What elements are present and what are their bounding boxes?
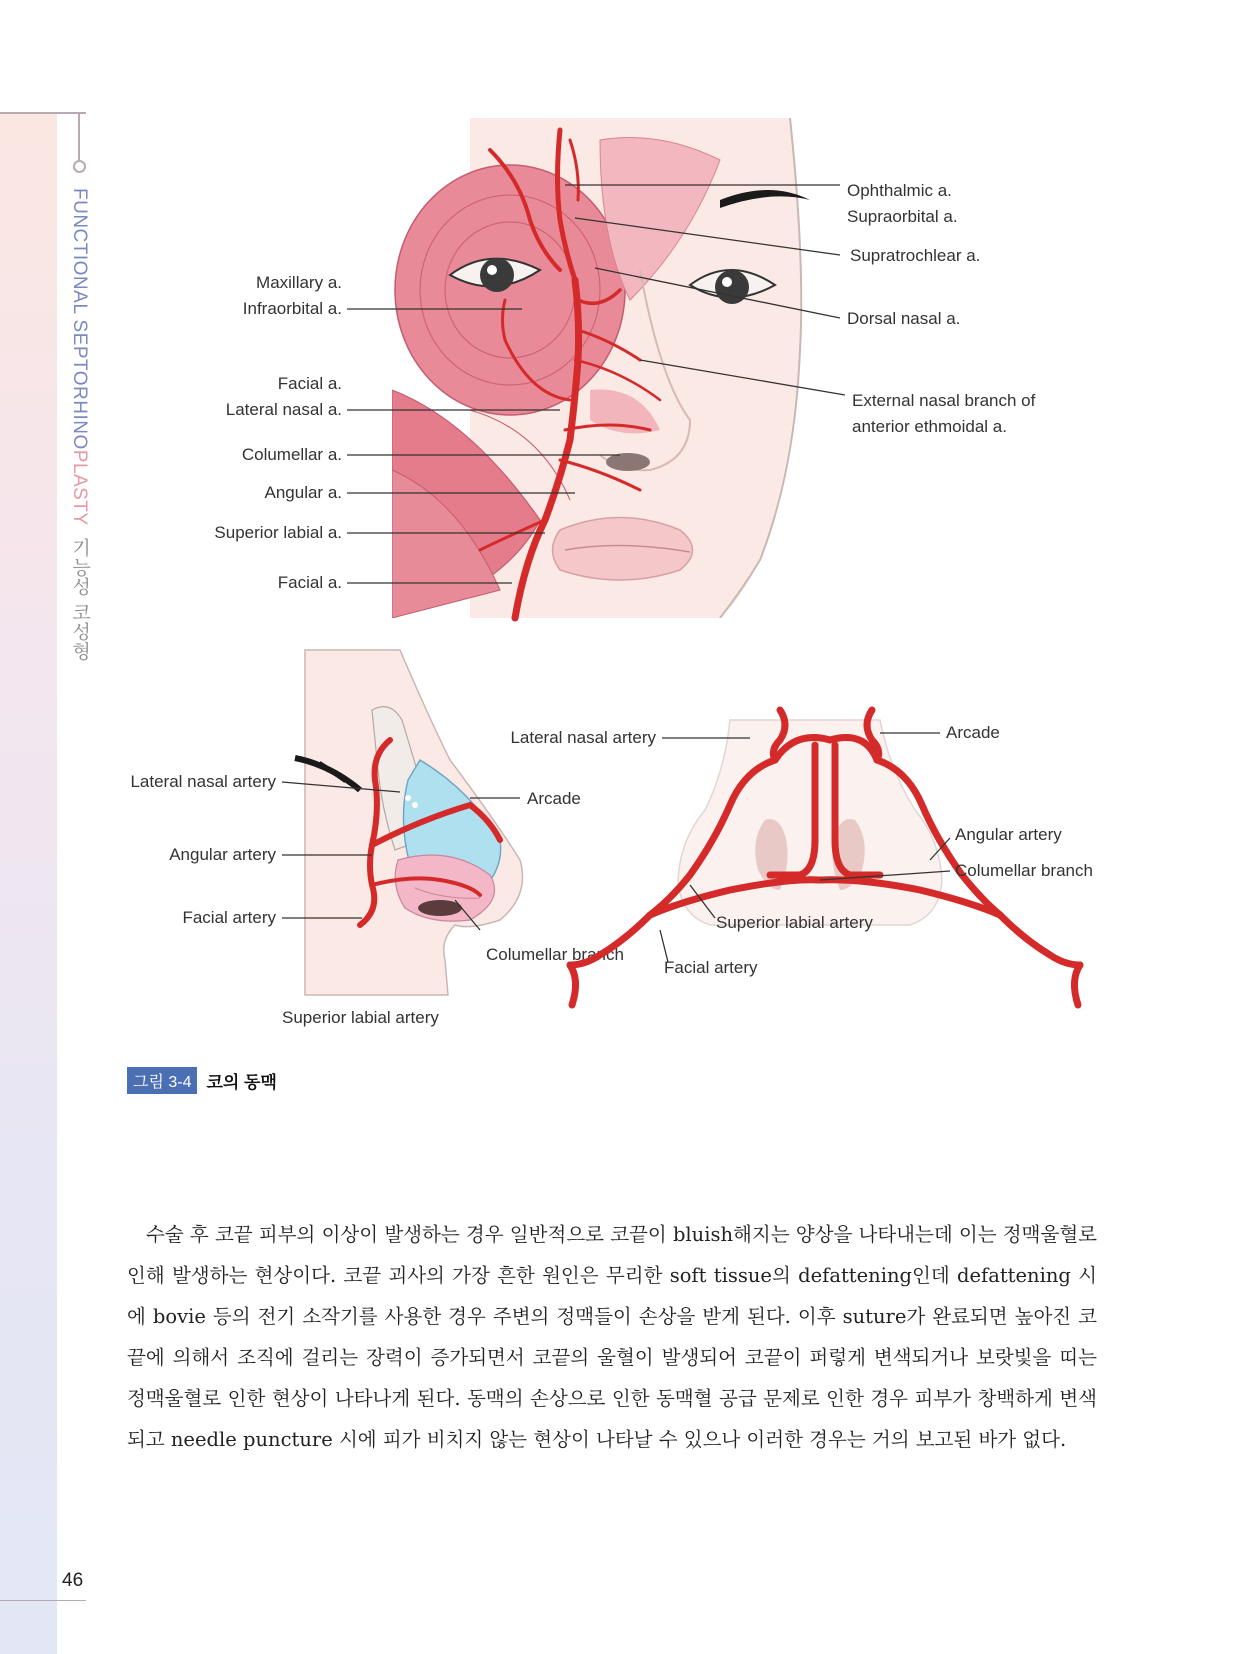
page-number: 46 — [62, 1570, 84, 1591]
sidebar-title-en-part2: PLASTY — [69, 449, 90, 526]
page-number-rule — [0, 1600, 86, 1601]
label-infraorbital-a: Infraorbital a. — [242, 299, 342, 318]
label-angular-artery: Angular artery — [169, 845, 276, 864]
label-dorsal-nasal-a: Dorsal nasal a. — [847, 309, 961, 328]
figure-caption — [127, 1068, 277, 1092]
label-angular-a: Angular a. — [264, 483, 342, 502]
label-superior-labial-artery-frontal: Superior labial artery — [716, 913, 873, 932]
label-facial-artery-frontal: Facial artery — [664, 958, 758, 977]
label-anterior-ethmoidal-a: anterior ethmoidal a. — [852, 417, 1007, 436]
label-columellar-branch: Columellar branch — [486, 945, 624, 964]
label-columellar-branch-frontal: Columellar branch — [955, 861, 1093, 880]
label-lateral-nasal-a: Lateral nasal a. — [225, 400, 342, 419]
sidebar-title-en-part1: FUNCTIONAL SEPTORHINO — [69, 188, 90, 450]
sidebar-title-ko: 기능성 코성형 — [69, 537, 90, 661]
label-angular-artery-frontal: Angular artery — [955, 825, 1062, 844]
label-external-nasal-branch: External nasal branch of — [852, 391, 1036, 410]
label-facial-a-lower: Facial a. — [277, 573, 342, 592]
label-facial-artery: Facial artery — [182, 908, 276, 927]
figure-nose-frontal — [510, 690, 1110, 1070]
label-superior-labial-a: Superior labial a. — [214, 523, 342, 542]
label-arcade: Arcade — [527, 789, 581, 808]
label-ophthalmic-a: Ophthalmic a. — [847, 181, 952, 200]
face-labels-left — [214, 273, 342, 592]
label-columellar-a: Columellar a. — [241, 445, 342, 464]
figure-face-arteries — [0, 0, 1240, 640]
label-lateral-nasal-artery: Lateral nasal artery — [130, 772, 276, 791]
label-lateral-nasal-artery-frontal: Lateral nasal artery — [510, 728, 656, 747]
label-supratrochlear-a: Supratrochlear a. — [850, 246, 981, 265]
body-paragraph: 수술 후 코끝 피부의 이상이 발생하는 경우 일반적으로 코끝이 bluish해지는 양상을 나타내는데 이는 정맥울혈로 인해 발생하는 현상이다. 코끝 괴사의 가장 흔한 원인은 무리한 soft tissue의 defattening인데 defattening 시에 bovie 등의 전기 소작기를 사용한 경우 주변의 정맥들이 손상을 받게 된다. 이후 suture가 완료되면 높아진 코끝에 의해서 조직에 걸리는 장력이 증가되면서 코끝의 울혈이 발생되어 코끝이 퍼렇게 변색되거나 보랏빛을 띠는 정맥울혈로 인한 현상이 나타나게 된다. 동맥의 손상으로 인한 동맥혈 공급 문제로 인한 경우 피부가 창백하게 변색되고 needle puncture 시에 피가 비치지 않는 현상이 나타날 수 있으나 이러한 경우는 거의 보고된 바가 없다. — [127, 1223, 1097, 1451]
label-superior-labial-artery: Superior labial artery — [282, 1008, 439, 1027]
face-labels-right — [847, 181, 1036, 436]
label-supraorbital-a: Supraorbital a. — [847, 207, 958, 226]
figure-title: 코의 동맥 — [206, 1072, 277, 1092]
label-maxillary-a: Maxillary a. — [256, 273, 342, 292]
figure-number-tag: 그림 3-4 — [127, 1067, 197, 1094]
label-facial-a-upper: Facial a. — [277, 374, 342, 393]
label-arcade-frontal: Arcade — [946, 723, 1000, 742]
